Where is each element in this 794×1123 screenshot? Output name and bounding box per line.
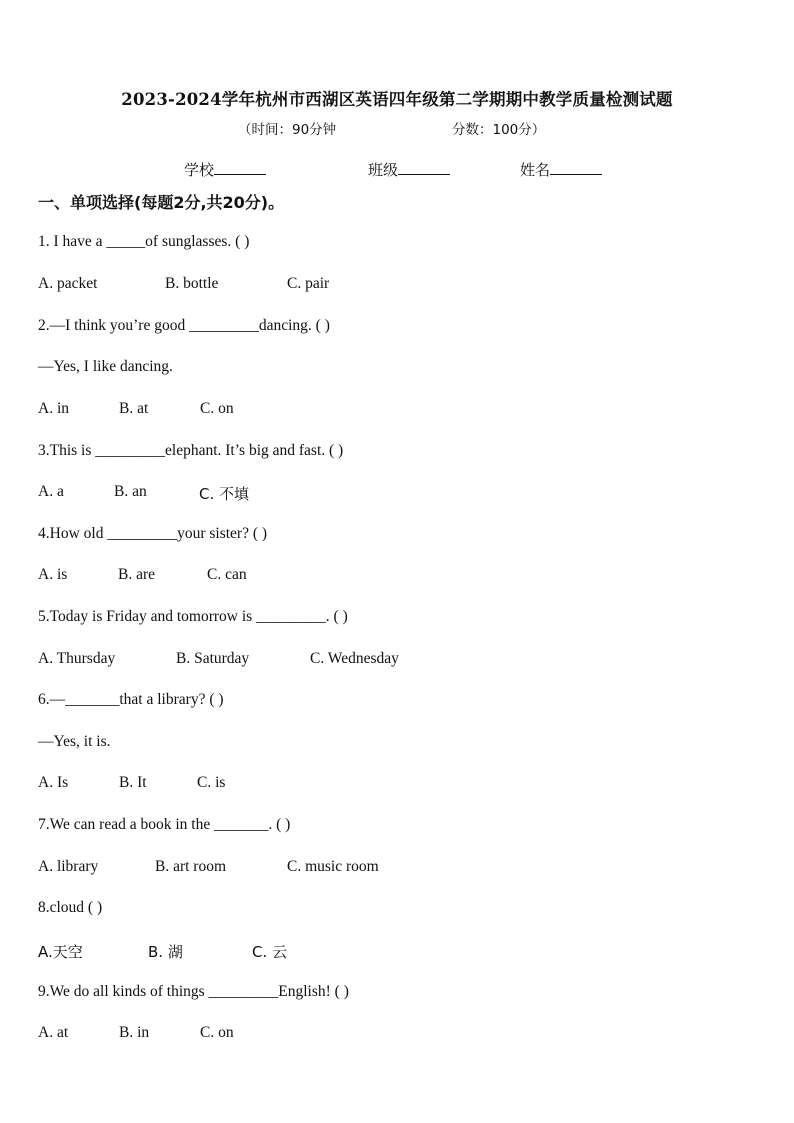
question-6: 6.—_______that a library? ( ) [38, 691, 224, 708]
q7-option-c[interactable]: C. music room [287, 858, 379, 875]
q1-option-b[interactable]: B. bottle [165, 275, 219, 292]
question-2: 2.—I think you’re good _________dancing. ( ) [38, 317, 330, 334]
question-9: 9.We do all kinds of things _________English! ( ) [38, 983, 349, 1000]
q6-option-c[interactable]: C. is [197, 774, 226, 791]
q5-option-c[interactable]: C. Wednesday [310, 650, 399, 667]
q1-option-a[interactable]: A. packet [38, 275, 98, 292]
exam-score: 分数：100分） [452, 122, 546, 138]
q3-option-c[interactable]: C. 不填 [199, 485, 250, 503]
name-field[interactable] [520, 159, 602, 180]
q2-option-b[interactable]: B. at [119, 400, 149, 417]
question-3: 3.This is _________elephant. It’s big and fast. ( ) [38, 442, 344, 459]
q7-option-b[interactable]: B. art room [155, 858, 227, 875]
school-blank[interactable] [214, 160, 266, 175]
school-field[interactable] [184, 159, 266, 180]
question-4: 4.How old _________your sister? ( ) [38, 525, 268, 542]
class-blank[interactable] [398, 160, 450, 175]
q4-option-a[interactable]: A. is [38, 566, 68, 583]
section-heading: 一、单项选择(每题2分,共20分)。 [38, 193, 285, 212]
page-title: 2023-2024学年杭州市西湖区英语四年级第二学期期中教学质量检测试题 [121, 90, 673, 109]
q8-option-a[interactable]: A.天空 [38, 943, 83, 961]
question-1: 1. I have a _____of sunglasses. ( ) [38, 233, 250, 250]
q3-option-a[interactable]: A. a [38, 483, 64, 500]
q2-option-a[interactable]: A. in [38, 400, 69, 417]
name-blank[interactable] [550, 160, 602, 175]
q5-option-b[interactable]: B. Saturday [176, 650, 250, 667]
question-6-reply: —Yes, it is. [38, 733, 111, 750]
name-label: 姓名 [520, 161, 551, 179]
q4-option-b[interactable]: B. are [118, 566, 156, 583]
school-label: 学校 [184, 161, 215, 179]
class-field[interactable] [368, 159, 450, 180]
question-2-reply: —Yes, I like dancing. [38, 358, 173, 375]
q8-option-b[interactable]: B. 湖 [148, 943, 183, 961]
q4-option-c[interactable]: C. can [207, 566, 247, 583]
exam-time: （时间：90分钟 [238, 122, 337, 138]
q1-option-c[interactable]: C. pair [287, 275, 330, 292]
question-5: 5.Today is Friday and tomorrow is _________. ( ) [38, 608, 348, 625]
q2-option-c[interactable]: C. on [200, 400, 234, 417]
q7-option-a[interactable]: A. library [38, 858, 99, 875]
class-label: 班级 [368, 161, 399, 179]
q3-option-b[interactable]: B. an [114, 483, 147, 500]
question-7: 7.We can read a book in the _______. ( ) [38, 816, 291, 833]
q9-option-c[interactable]: C. on [200, 1024, 234, 1041]
q5-option-a[interactable]: A. Thursday [38, 650, 116, 667]
question-8: 8.cloud ( ) [38, 899, 103, 916]
q8-option-c[interactable]: C. 云 [252, 943, 288, 961]
q6-option-b[interactable]: B. It [119, 774, 147, 791]
q6-option-a[interactable]: A. Is [38, 774, 69, 791]
q9-option-b[interactable]: B. in [119, 1024, 150, 1041]
q9-option-a[interactable]: A. at [38, 1024, 69, 1041]
